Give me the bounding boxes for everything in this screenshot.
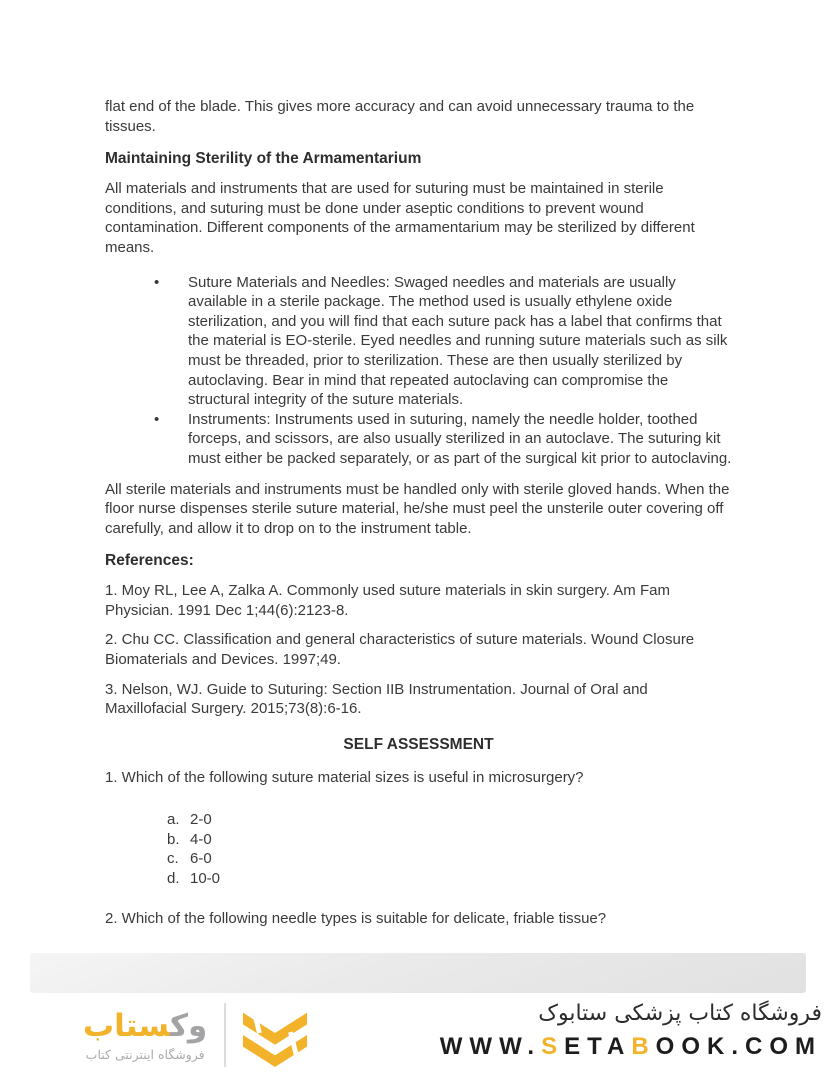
url-part-accent: B bbox=[631, 1033, 656, 1060]
logo-wordmark-text bbox=[83, 1009, 207, 1043]
option-c bbox=[167, 849, 732, 869]
option-a bbox=[167, 810, 732, 830]
logo-wordmark-yellow: ستاب bbox=[83, 1007, 170, 1044]
reference-item: 1. Moy RL, Lee A, Zalka A. Commonly used suture materials in skin surgery. Am Fam Physician. 1991 Dec 1;44(6):2123-8. bbox=[105, 582, 670, 619]
bullet-list bbox=[105, 273, 732, 469]
option-b bbox=[167, 830, 732, 850]
bullet-icon: • bbox=[154, 273, 160, 291]
logo-wordmark bbox=[83, 1009, 207, 1062]
closing-paragraph: All sterile materials and instruments must be handled only with sterile gloved hands. When the floor nurse dispenses sterile suture material, he/she must peel the unsterile outer covering off carefully, and allow it to drop on to the instrument table. bbox=[105, 480, 730, 537]
references-heading: References: bbox=[105, 552, 194, 570]
footer-right bbox=[440, 1000, 822, 1061]
logo-tagline: فروشگاه اینترنتی کتاب bbox=[85, 1046, 205, 1062]
page-content bbox=[105, 97, 732, 938]
option-value: 4-0 bbox=[190, 830, 212, 848]
option-letter: b. bbox=[167, 830, 180, 848]
question-2: 2. Which of the following needle types is suitable for delicate, friable tissue? bbox=[105, 910, 607, 928]
section-paragraph: All materials and instruments that are used for suturing must be maintained in sterile conditions, and suturing must be done under aseptic conditions to prevent wound contamination. Different components of the armamentarium may be sterilized by different means. bbox=[105, 180, 695, 256]
chevron-emblem-icon bbox=[241, 1002, 309, 1068]
logo-divider bbox=[224, 1003, 226, 1067]
logo-wordmark-gray: وک bbox=[170, 1007, 208, 1044]
intro-paragraph: flat end of the blade. This gives more accuracy and can avoid unnecessary trauma to the tissues. bbox=[105, 98, 695, 135]
option-letter: a. bbox=[167, 811, 180, 829]
url-part: ETA bbox=[564, 1033, 632, 1060]
store-title: فروشگاه کتاب پزشکی ستابوک bbox=[538, 1001, 822, 1026]
section-heading: Maintaining Sterility of the Armamentarium bbox=[105, 150, 422, 168]
option-value: 6-0 bbox=[190, 850, 212, 868]
option-value: 10-0 bbox=[190, 869, 221, 887]
footer bbox=[0, 993, 835, 1080]
url-part-accent: S bbox=[541, 1033, 565, 1060]
question-1: 1. Which of the following suture material sizes is useful in microsurgery? bbox=[105, 769, 584, 787]
url-part: WWW. bbox=[439, 1033, 542, 1060]
bullet-text: Suture Materials and Needles: Swaged needles and materials are usually available in a sterile package. The method used is usually ethylene oxide sterilization, and you will find that each suture pack has a label that confirms that the material is EO-sterile. Eyed needles and running suture materials such as silk must be threaded, prior to sterilization. These are then usually sterilized by autoclaving. Bear in mind that repeated autoclaving can compromise the structural integrity of the suture materials. bbox=[188, 273, 728, 409]
page-bottom-shadow bbox=[30, 953, 806, 993]
bullet-text: Instruments: Instruments used in suturing, namely the needle holder, toothed forceps, and scissors, are also usually sterilized in an autoclave. The suturing kit must either be packed separately, or as part of the surgical kit prior to autoclaving. bbox=[188, 410, 732, 467]
url-part: OOK.COM bbox=[655, 1033, 822, 1060]
list-item bbox=[154, 410, 732, 469]
reference-item: 3. Nelson, WJ. Guide to Suturing: Section IIB Instrumentation. Journal of Oral and Maxillofacial Surgery. 2015;73(8):6-16. bbox=[105, 680, 648, 718]
question-1-options bbox=[105, 810, 732, 888]
option-d bbox=[167, 869, 732, 889]
assessment-heading: SELF ASSESSMENT bbox=[343, 735, 494, 753]
option-value: 2-0 bbox=[190, 811, 212, 829]
setabook-logo[interactable] bbox=[83, 1002, 309, 1068]
option-letter: d. bbox=[167, 869, 180, 887]
reference-item: 2. Chu CC. Classification and general characteristics of suture materials. Wound Closure Biomaterials and Devices. 1997;49. bbox=[105, 631, 695, 669]
bullet-icon: • bbox=[154, 410, 160, 428]
list-item bbox=[154, 273, 732, 410]
option-letter: c. bbox=[167, 850, 179, 868]
site-url-link[interactable] bbox=[440, 1033, 822, 1061]
